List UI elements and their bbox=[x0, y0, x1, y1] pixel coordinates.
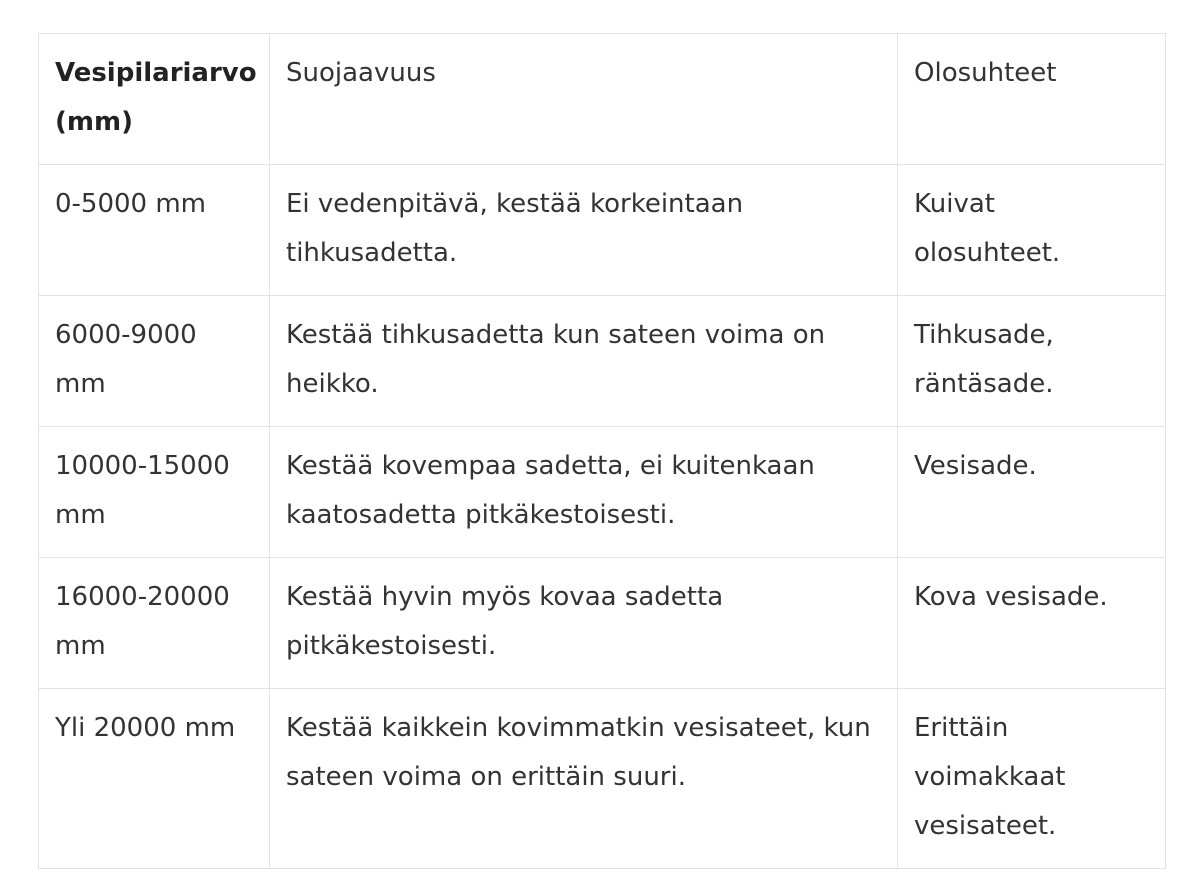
table-row bbox=[39, 427, 1166, 558]
waterproof-rating-table bbox=[38, 33, 1166, 869]
table-row bbox=[39, 689, 1166, 869]
rating-cell: Yli 20000 mm bbox=[39, 689, 270, 869]
protection-cell: Kestää tihkusadetta kun sateen voima on heikko. bbox=[270, 296, 898, 427]
rating-cell: 16000-20000 mm bbox=[39, 558, 270, 689]
rating-cell: 6000-9000 mm bbox=[39, 296, 270, 427]
header-protection: Suojaavuus bbox=[270, 34, 898, 165]
table-row bbox=[39, 296, 1166, 427]
conditions-cell: Erittäin voimakkaat vesisateet. bbox=[898, 689, 1166, 869]
protection-cell: Kestää kovempaa sadetta, ei kuitenkaan kaatosadetta pitkäkestoisesti. bbox=[270, 427, 898, 558]
protection-cell: Kestää hyvin myös kovaa sadetta pitkäkestoisesti. bbox=[270, 558, 898, 689]
rating-cell: 0-5000 mm bbox=[39, 165, 270, 296]
conditions-cell: Kuivat olosuhteet. bbox=[898, 165, 1166, 296]
table-header-row bbox=[39, 34, 1166, 165]
header-water-column-rating: Vesipilariarvo (mm) bbox=[39, 34, 270, 165]
protection-cell: Kestää kaikkein kovimmatkin vesisateet, kun sateen voima on erittäin suuri. bbox=[270, 689, 898, 869]
table-row bbox=[39, 558, 1166, 689]
conditions-cell: Tihkusade, räntäsade. bbox=[898, 296, 1166, 427]
protection-cell: Ei vedenpitävä, kestää korkeintaan tihkusadetta. bbox=[270, 165, 898, 296]
table-row bbox=[39, 165, 1166, 296]
header-conditions: Olosuhteet bbox=[898, 34, 1166, 165]
conditions-cell: Kova vesisade. bbox=[898, 558, 1166, 689]
conditions-cell: Vesisade. bbox=[898, 427, 1166, 558]
waterproof-rating-table-container bbox=[38, 33, 1165, 869]
rating-cell: 10000-15000 mm bbox=[39, 427, 270, 558]
